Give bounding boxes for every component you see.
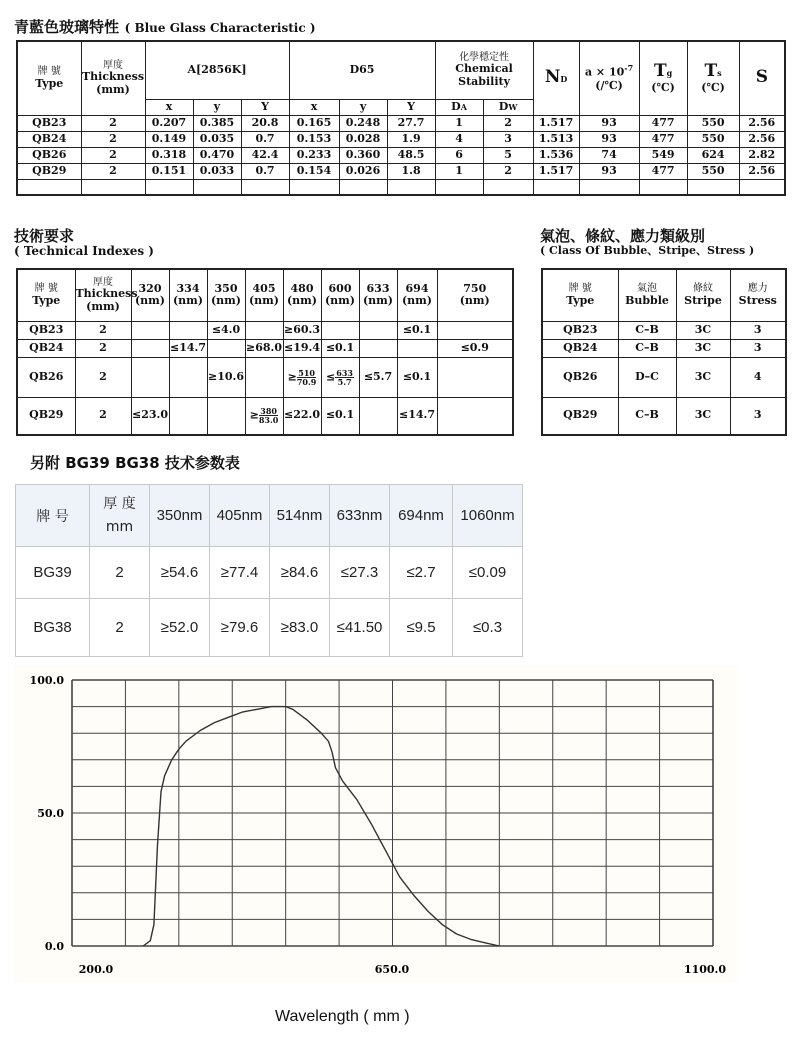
t1-alpha-header: $a \times 10^{-7}$ (/℃) <box>579 41 639 115</box>
t2-633-header: 633 (nm) <box>359 269 397 321</box>
t2-405-header: 405 (nm) <box>245 269 283 321</box>
table-row: QB29 C–B 3C 3 <box>542 397 786 435</box>
t1-ax-header: x <box>145 99 193 115</box>
t2-320-header: 320 (nm) <box>131 269 169 321</box>
bubble-title <box>540 228 754 257</box>
technical-title-cn: 技術要求 <box>14 227 75 245</box>
table-row: QB26 2 0.318 0.470 42.4 0.233 0.360 48.5 6 5 1.536 74 549 624 2.82 <box>17 147 785 163</box>
x-tick-label: 1100.0 <box>683 963 727 976</box>
bubble-title-cn: 氣泡、條紋、應力類級別 <box>540 227 706 245</box>
transmittance-chart <box>0 660 800 990</box>
fraction-cell: ≥ $\frac{380}{83.0}$ <box>245 397 283 435</box>
table-row: QB26 2 ≥10.6 ≥ $\frac{510}{70.9}$ ≤ $\frac{633}{5.7}$ ≤5.7 ≤0.1 <box>17 357 513 397</box>
t4-1060-header: 1060nm <box>453 485 523 547</box>
table-row: BG39 2 ≥54.6 ≥77.4 ≥84.6 ≤27.3 ≤2.7 ≤0.09 <box>16 547 523 599</box>
t3-stripe-header: 條紋 Stripe <box>676 269 730 321</box>
table-row: QB23 2 0.207 0.385 20.8 0.165 0.248 27.7 1 2 1.517 93 477 550 2.56 <box>17 115 785 131</box>
t4-405-header: 405nm <box>210 485 270 547</box>
t2-480-header: 480 (nm) <box>283 269 321 321</box>
fraction-cell: ≤ $\frac{633}{5.7}$ <box>321 357 359 397</box>
technical-table <box>16 268 514 436</box>
t3-stress-header: 應力 Stress <box>730 269 786 321</box>
technical-title-en: ( Technical Indexes ) <box>14 243 154 258</box>
table-row: QB24 C–B 3C 3 <box>542 339 786 357</box>
x-tick-label: 200.0 <box>78 963 114 976</box>
y-tick-label: 0.0 <box>44 940 64 953</box>
bg-table <box>15 484 523 657</box>
t1-d65-header: D65 <box>289 41 435 99</box>
t4-694-header: 694nm <box>390 485 453 547</box>
y-tick-label: 100.0 <box>29 674 64 687</box>
t1-tg-header: Tg (℃) <box>639 41 687 115</box>
t2-350-header: 350 (nm) <box>207 269 245 321</box>
t3-bubble-header: 氣泡 Bubble <box>618 269 676 321</box>
blue-glass-table <box>16 40 786 196</box>
t1-dy-header: y <box>339 99 387 115</box>
t1-aY-header: Y <box>241 99 289 115</box>
t2-600-header: 600 (nm) <box>321 269 359 321</box>
t1-nd-header: ND <box>533 41 579 115</box>
t4-514-header: 514nm <box>270 485 330 547</box>
table-row: QB24 2 0.149 0.035 0.7 0.153 0.028 1.9 4 3 1.513 93 477 550 2.56 <box>17 131 785 147</box>
table-row: QB26 D–C 3C 4 <box>542 357 786 397</box>
table-row: QB29 2 ≤23.0 ≥ $\frac{380}{83.0}$ ≤22.0 ≤0.1 ≤14.7 <box>17 397 513 435</box>
t1-thickness-header: 厚度 Thickness (mm) <box>81 41 145 115</box>
t2-334-header: 334 (nm) <box>169 269 207 321</box>
bubble-table <box>541 268 787 436</box>
chart-background <box>14 665 737 983</box>
technical-title <box>14 228 154 258</box>
t4-thickness-header: 厚 度 mm <box>90 485 150 547</box>
t1-a2856-header: A[2856K] <box>145 41 289 99</box>
x-axis-label: Wavelength ( mm ) <box>275 1008 410 1025</box>
table-row-empty <box>17 179 785 195</box>
blue-glass-title-en: ( Blue Glass Characteristic ) <box>124 21 316 35</box>
t4-633-header: 633nm <box>330 485 390 547</box>
bubble-title-en: ( Class Of Bubble、Stripe、Stress ) <box>540 243 755 257</box>
bg-title: 另附 BG39 BG38 技术参数表 <box>30 454 240 472</box>
t4-type-header: 牌 号 <box>16 485 90 547</box>
t2-type-header: 牌 號 Type <box>17 269 75 321</box>
table-row: BG38 2 ≥52.0 ≥79.6 ≥83.0 ≤41.50 ≤9.5 ≤0.3 <box>16 599 523 657</box>
table-row: QB23 2 ≤4.0 ≥60.3 ≤0.1 <box>17 321 513 339</box>
t2-thickness-header: 厚度 Thickness (mm) <box>75 269 131 321</box>
x-tick-label: 650.0 <box>374 963 410 976</box>
table-row: QB23 C–B 3C 3 <box>542 321 786 339</box>
blue-glass-title <box>14 16 316 37</box>
t4-350-header: 350nm <box>150 485 210 547</box>
t2-750-header: 750 (nm) <box>437 269 513 321</box>
t1-s-header: S <box>739 41 785 115</box>
t1-type-header: 牌 號 Type <box>17 41 81 115</box>
fraction-cell: ≥ $\frac{510}{70.9}$ <box>283 357 321 397</box>
table-row: QB29 2 0.151 0.033 0.7 0.154 0.026 1.8 1 2 1.517 93 477 550 2.56 <box>17 163 785 179</box>
t1-ts-header: Ts (℃) <box>687 41 739 115</box>
t1-chem-header: 化學穩定性 Chemical Stability <box>435 41 533 99</box>
t2-694-header: 694 (nm) <box>397 269 437 321</box>
t1-dx-header: x <box>289 99 339 115</box>
t1-dw-header: DW <box>483 99 533 115</box>
table-row: QB24 2 ≤14.7 ≥68.0 ≤19.4 ≤0.1 ≤0.9 <box>17 339 513 357</box>
t1-da-header: DA <box>435 99 483 115</box>
t1-dY-header: Y <box>387 99 435 115</box>
blue-glass-title-cn: 青藍色玻璃特性 <box>14 18 120 36</box>
t1-ay-header: y <box>193 99 241 115</box>
t3-type-header: 牌 號 Type <box>542 269 618 321</box>
y-tick-label: 50.0 <box>37 807 64 820</box>
